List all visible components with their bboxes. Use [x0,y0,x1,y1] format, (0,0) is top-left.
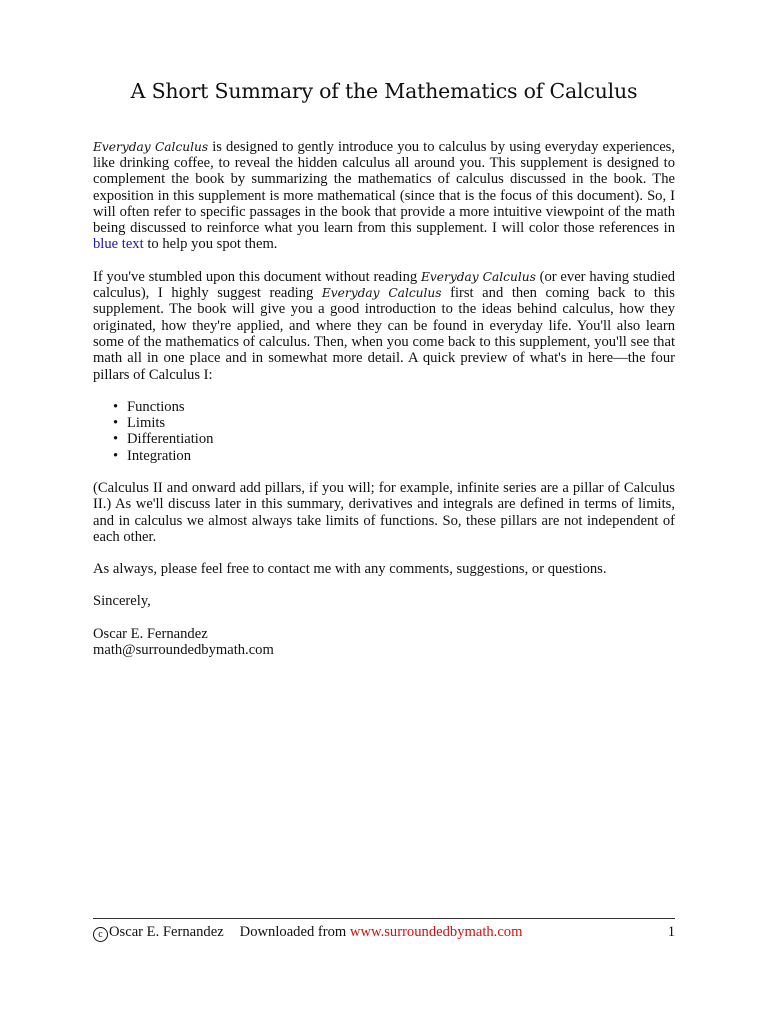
list-item: • Differentiation [113,431,214,448]
intro-paragraph [93,139,675,253]
list-item: • Limits [113,415,166,432]
author-name: Oscar E. Fernandez [93,625,208,642]
page-number: 1 [667,924,675,940]
bullet-icon: • [113,415,119,432]
list-item: • Integration [113,447,192,464]
footer-left [93,923,522,942]
contact-paragraph: As always, please feel free to contact me with any comments, suggestions, or questions. [93,561,607,578]
suggestion-text-2: (or ever having studied calculus), I highly suggest reading [93,268,675,302]
pillars-note-paragraph: (Calculus II and onward add pillars, if you will; for example, infinite series are a pillar of Calculus II.) As we'll discuss later in this summary, derivatives and integrals are defined in terms of limits, and in calculus we almost always take limits of functions. So, these pillars are not independent of each other. [93,479,675,545]
bullet-icon: • [113,447,119,464]
suggestion-text-3: first and then coming back to this supplement. The book will give you a good introduction to the ideas behind calculus, how they originated, how they're applied, and where they can be found in everyday life. You'll also learn some of the mathematics of calculus. Then, when you come back to this supplement, you'll see that math all in one place and in somewhat more detail. A quick preview of what's in here—the four pillars of Calculus I: [93,285,675,383]
book-title: Everyday Calculus [421,269,536,284]
author-email: math@surroundedbymath.com [93,642,274,659]
book-title: Everyday Calculus [321,286,442,301]
website-link[interactable]: www.surroundedbymath.com [349,924,523,940]
closing: Sincerely, [93,593,151,610]
copyright-name: Oscar E. Fernandez [109,924,224,940]
bullet-icon: • [113,431,119,448]
intro-text-1: is designed to gently introduce you to calculus by using everyday experiences, like drinking coffee, to reveal the hidden calculus all around you. This supplement is designed to complement the book by summarizing the mathematics of calculus discussed in the book. The exposition in this supplement is more mathematical (since that is the focus of this document). So, I will often refer to specific passages in the book that provide a more intuitive viewpoint of the math being discussed to reinforce what you learn from this supplement. I will color those references in [93,138,675,237]
page-footer [93,918,675,942]
signature-block [93,626,675,659]
bullet-icon: • [113,398,119,415]
downloaded-text: Downloaded from [239,924,350,940]
document-page [93,78,675,674]
intro-text-2: to help you spot them. [143,236,278,253]
page-title: A Short Summary of the Mathematics of Calculus [130,79,638,103]
list-item: • Functions [113,398,185,415]
suggestion-text-1: If you've stumbled upon this document without reading [93,268,421,285]
suggestion-paragraph [93,269,675,383]
blue-text-sample: blue text [93,236,144,253]
copyright-icon: c [93,927,108,942]
pillars-list [93,399,675,464]
book-title: Everyday Calculus [93,139,209,154]
